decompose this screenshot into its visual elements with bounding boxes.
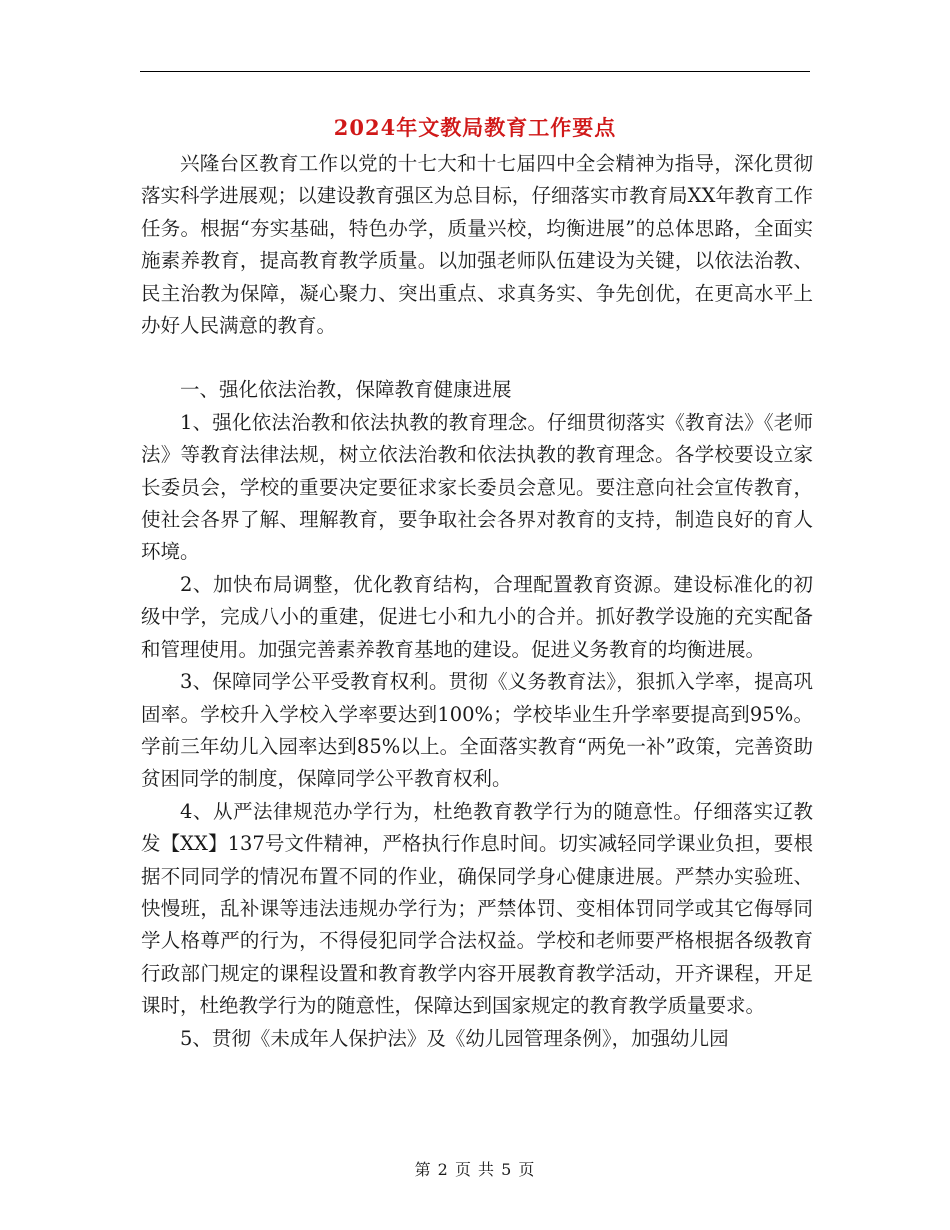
header-rule [140, 71, 810, 72]
item-paragraph-3: 3、保障同学公平受教育权利。贯彻《义务教育法》，狠抓入学率，提高巩固率。学校升入学校入学率要达到100%；学校毕业生升学率要提高到95%。学前三年幼儿入园率达到85%以上。全面落实教育“两免一补”政策，完善资助贫困同学的制度，保障同学公平教育权利。 [141, 670, 813, 791]
item-paragraph-2: 2、加快布局调整，优化教育结构，合理配置教育资源。建设标准化的初级中学，完成八小的重建，促进七小和九小的合并。抓好教学设施的充实配备和管理使用。加强完善素养教育基地的建设。促进义务教育的均衡进展。 [141, 572, 813, 661]
document-title: 2024年文教局教育工作要点 [333, 115, 617, 140]
section-heading: 一、强化依法治教，保障教育健康进展 [180, 378, 512, 402]
intro-paragraph: 兴隆台区教育工作以党的十七大和十七届四中全会精神为指导，深化贯彻落实科学进展观；以建设教育强区为总目标，仔细落实市教育局XX年教育工作任务。根据“夯实基础，特色办学，质量兴校，均衡进展”的总体思路，全面实施素养教育，提高教育教学质量。以加强老师队伍建设为关键，以依法治教、民主治教为保障，凝心聚力、突出重点、求真务实、争先创优，在更高水平上办好人民满意的教育。 [141, 152, 813, 338]
item-paragraph-1: 1、强化依法治教和依法执教的教育理念。仔细贯彻落实《教育法》《老师法》等教育法律法规，树立依法治教和依法执教的教育理念。各学校要设立家长委员会，学校的重要决定要征求家长委员会意见。要注意向社会宣传教育，使社会各界了解、理解教育，要争取社会各界对教育的支持，制造良好的育人环境。 [141, 410, 813, 564]
item-paragraph-4: 4、从严法律规范办学行为，杜绝教育教学行为的随意性。仔细落实辽教发【XX】137号文件精神，严格执行作息时间。切实减轻同学课业负担，要根据不同同学的情况布置不同的作业，确保同学身心健康进展。严禁办实验班、快慢班，乱补课等违法违规办学行为；严禁体罚、变相体罚同学或其它侮辱同学人格尊严的行为，不得侵犯同学合法权益。学校和老师要严格根据各级教育行政部门规定的课程设置和教育教学内容开展教育教学活动，开齐课程，开足课时，杜绝教学行为的随意性，保障达到国家规定的教育教学质量要求。 [141, 799, 813, 1018]
page-number: 第 2 页 共 5 页 [414, 1160, 536, 1179]
document-body [141, 148, 813, 1055]
item-paragraph-5: 5、贯彻《未成年人保护法》及《幼儿园管理条例》，加强幼儿园 [180, 1026, 729, 1050]
